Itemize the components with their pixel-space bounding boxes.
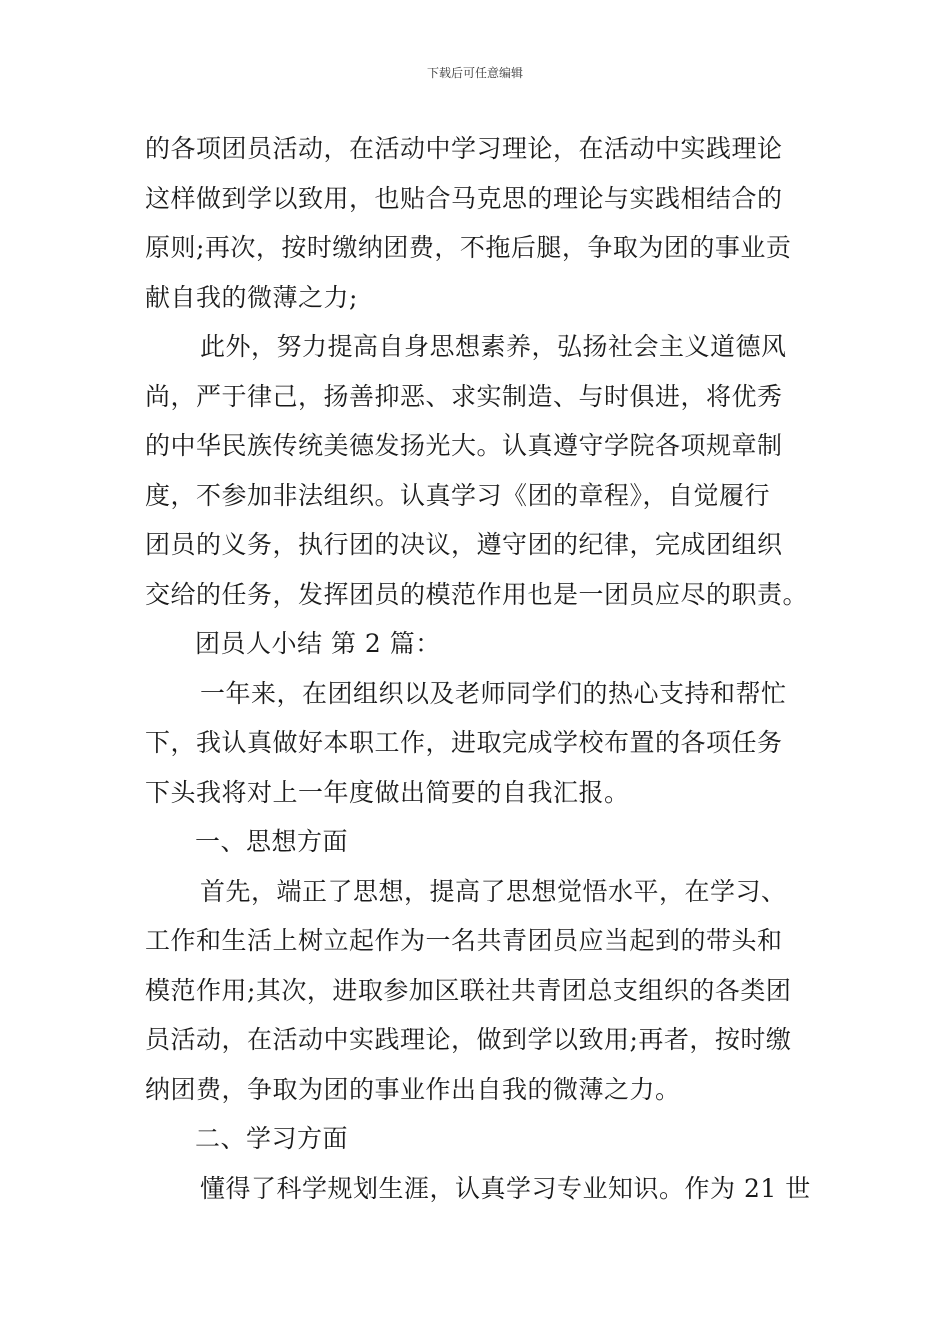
- text-line: 度，不参加非法组织。认真学习《团的章程》，自觉履行: [145, 480, 771, 510]
- page-header: 下载后可任意编辑: [426, 66, 523, 80]
- text-line: 的中华民族传统美德发扬光大。认真遵守学院各项规章制: [145, 431, 783, 460]
- text-line: 团员的义务，执行团的决议，遵守团的纪律，完成团组织: [145, 530, 783, 559]
- paragraph-start-line: 此外，努力提高自身思想素养，弘扬社会主义道德风: [200, 332, 787, 361]
- text-line: 交给的任务，发挥团员的模范作用也是一团员应尽的职责。: [145, 579, 809, 609]
- section-heading: 团员人小结 第 2 篇：: [195, 629, 441, 658]
- text-line: 原则;再次，按时缴纳团费，不拖后腿，争取为团的事业贡: [145, 233, 792, 262]
- paragraph-start-line: 首先，端正了思想，提高了思想觉悟水平，在学习、: [200, 876, 787, 906]
- section-heading: 一、思想方面: [195, 827, 349, 856]
- text-line: 模范作用;其次，进取参加区联社共青团总支组织的各类团: [145, 975, 792, 1005]
- text-line: 这样做到学以致用，也贴合马克思的理论与实践相结合的: [145, 183, 783, 213]
- text-line: 员活动，在活动中实践理论，做到学以致用;再者，按时缴: [145, 1025, 792, 1054]
- text-line: 尚，严于律己，扬善抑恶、求实制造、与时俱进，将优秀: [145, 381, 783, 411]
- text-line: 工作和生活上树立起作为一名共青团员应当起到的带头和: [145, 926, 783, 955]
- document-body: [145, 124, 810, 1213]
- text-line: 下头我将对上一年度做出简要的自我汇报。: [145, 777, 630, 807]
- text-line: 下，我认真做好本职工作，进取完成学校布置的各项任务: [145, 728, 783, 757]
- text-line: 献自我的微薄之力;: [145, 282, 358, 312]
- text-line: 的各项团员活动，在活动中学习理论，在活动中实践理论: [145, 134, 783, 163]
- text-line: 纳团费，争取为团的事业作出自我的微薄之力。: [145, 1074, 681, 1104]
- paragraph-start-line: 一年来，在团组织以及老师同学们的热心支持和帮忙: [200, 678, 787, 708]
- section-heading: 二、学习方面: [195, 1124, 349, 1153]
- paragraph-start-line: 懂得了科学规划生涯，认真学习专业知识。作为 21 世: [200, 1173, 811, 1203]
